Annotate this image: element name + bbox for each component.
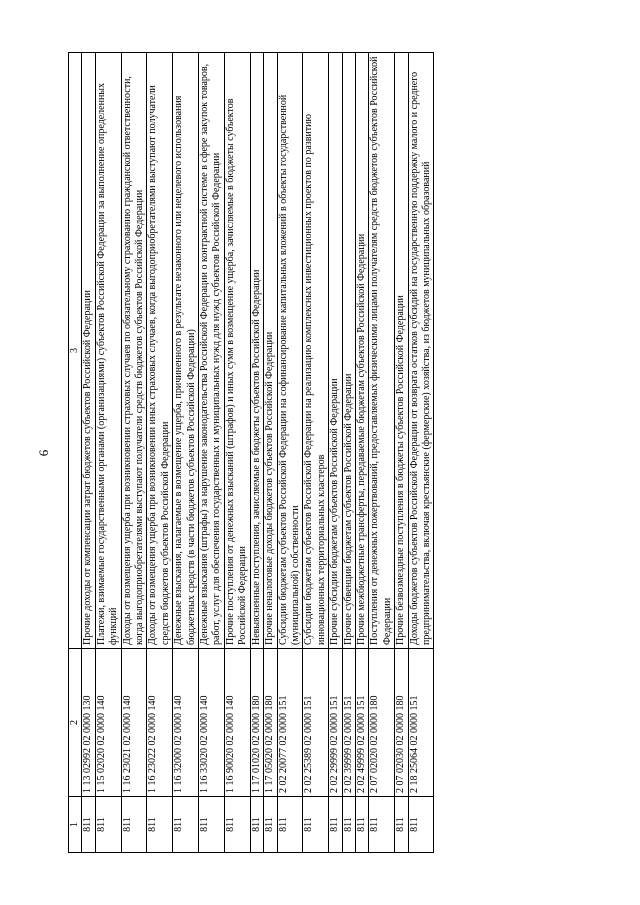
income-name-cell: Денежные взыскания, налагаемые в возмещение ущерба, причиненного в результате незаконного или нецелевого использования бюджетных средств (в части бюджетов субъектов Российской Федерации) xyxy=(173,53,199,649)
budget-code-cell: 1 16 23022 02 0000 140 xyxy=(147,649,173,797)
table-row xyxy=(173,53,199,853)
income-name-cell: Невыясненные поступления, зачисляемые в бюджеты субъектов Российской Федерации xyxy=(250,53,263,649)
budget-code-cell: 1 16 32000 02 0000 140 xyxy=(173,649,199,797)
table-row xyxy=(95,53,121,853)
table-row xyxy=(264,53,277,853)
header-col-1: 1 xyxy=(69,797,82,853)
table-header-row xyxy=(69,53,82,853)
table-row xyxy=(342,53,355,853)
admin-code-cell: 811 xyxy=(277,797,303,853)
revenue-codes-table xyxy=(68,52,434,853)
income-name-cell: Платежи, взимаемые государственными органами (организациями) субъектов Российской Федерации за выполнение определенных функций xyxy=(95,53,121,649)
table-row xyxy=(224,53,250,853)
income-name-cell: Прочие безвозмездные поступления в бюджеты субъектов Российской Федерации xyxy=(395,53,408,649)
admin-code-cell: 811 xyxy=(329,797,342,853)
table-row xyxy=(121,53,147,853)
table-row xyxy=(277,53,303,853)
budget-code-cell: 1 13 02992 02 0000 130 xyxy=(82,649,95,797)
budget-code-cell: 2 07 02020 02 0000 180 xyxy=(369,649,395,797)
income-name-cell: Прочие поступления от денежных взысканий (штрафов) и иных сумм в возмещение ущерба, зачисляемые в бюджеты субъектов Российской Федерации xyxy=(224,53,250,649)
budget-code-cell: 1 17 05020 02 0000 180 xyxy=(264,649,277,797)
admin-code-cell: 811 xyxy=(224,797,250,853)
table-row xyxy=(355,53,368,853)
admin-code-cell: 811 xyxy=(395,797,408,853)
admin-code-cell: 811 xyxy=(199,797,225,853)
budget-code-cell: 1 16 90020 02 0000 140 xyxy=(224,649,250,797)
budget-code-cell: 2 02 29999 02 0000 151 xyxy=(329,649,342,797)
income-name-cell: Прочие доходы от компенсации затрат бюджетов субъектов Российской Федерации xyxy=(82,53,95,649)
income-name-cell: Субсидии бюджетам субъектов Российской Федерации на софинансирование капитальных вложений в объекты государственной (муниципальной) собственности xyxy=(277,53,303,649)
table-row xyxy=(369,53,395,853)
admin-code-cell: 811 xyxy=(303,797,329,853)
income-name-cell: Прочие межбюджетные трансферты, передаваемые бюджетам субъектов Российской Федерации xyxy=(355,53,368,649)
table-row xyxy=(329,53,342,853)
budget-code-cell: 2 02 25389 02 0000 151 xyxy=(303,649,329,797)
page-number: 6 xyxy=(36,449,51,457)
income-name-cell: Доходы бюджетов субъектов Российской Федерации от возврата остатков субсидий на государственную поддержку малого и среднего предпринимательства, включая крестьянские (фермерские) хозяйства, из бюджетов муниципальных образований xyxy=(408,53,434,649)
table-row xyxy=(395,53,408,853)
income-name-cell: Доходы от возмещения ущерба при возникновении иных страховых случаев, когда выгодоприобретателями выступают получатели средств бюджетов субъектов Российской Федерации xyxy=(147,53,173,649)
admin-code-cell: 811 xyxy=(95,797,121,853)
income-name-cell: Прочие неналоговые доходы бюджетов субъектов Российской Федерации xyxy=(264,53,277,649)
budget-code-cell: 1 17 01020 02 0000 180 xyxy=(250,649,263,797)
admin-code-cell: 811 xyxy=(250,797,263,853)
table-row xyxy=(250,53,263,853)
admin-code-cell: 811 xyxy=(173,797,199,853)
admin-code-cell: 811 xyxy=(147,797,173,853)
budget-code-cell: 2 07 02030 02 0000 180 xyxy=(395,649,408,797)
income-name-cell: Поступления от денежных пожертвований, предоставляемых физическими лицами получателям средств бюджетов субъектов Российской Федерации xyxy=(369,53,395,649)
admin-code-cell: 811 xyxy=(82,797,95,853)
income-name-cell: Денежные взыскания (штрафы) за нарушение законодательства Российской Федерации о контрактной системе в сфере закупок товаров, работ, услуг для обеспечения государственных и муниципальных нужд для нужд субъектов Российской Федерации xyxy=(199,53,225,649)
admin-code-cell: 811 xyxy=(355,797,368,853)
budget-code-cell: 1 15 02020 02 0000 140 xyxy=(95,649,121,797)
budget-code-cell: 1 16 33020 02 0000 140 xyxy=(199,649,225,797)
admin-code-cell: 811 xyxy=(264,797,277,853)
income-name-cell: Прочие субвенции бюджетам субъектов Российской Федерации xyxy=(342,53,355,649)
admin-code-cell: 811 xyxy=(408,797,434,853)
admin-code-cell: 811 xyxy=(369,797,395,853)
admin-code-cell: 811 xyxy=(342,797,355,853)
budget-code-cell: 1 16 23021 02 0000 140 xyxy=(121,649,147,797)
table-row xyxy=(408,53,434,853)
header-col-3: 3 xyxy=(69,53,82,649)
income-name-cell: Прочие субсидии бюджетам субъектов Российской Федерации xyxy=(329,53,342,649)
table-row xyxy=(147,53,173,853)
table-row xyxy=(82,53,95,853)
table-row xyxy=(303,53,329,853)
income-name-cell: Субсидии бюджетам субъектов Российской Федерации на реализацию комплексных инвестиционных проектов по развитию инновационных территориальных кластеров xyxy=(303,53,329,649)
budget-code-cell: 2 02 39999 02 0000 151 xyxy=(342,649,355,797)
header-col-2: 2 xyxy=(69,649,82,797)
admin-code-cell: 811 xyxy=(121,797,147,853)
budget-code-cell: 2 18 25064 02 0000 151 xyxy=(408,649,434,797)
budget-code-cell: 2 02 49999 02 0000 151 xyxy=(355,649,368,797)
budget-code-cell: 2 02 20077 02 0000 151 xyxy=(277,649,303,797)
table-row xyxy=(199,53,225,853)
income-name-cell: Доходы от возмещения ущерба при возникновении страховых случаев по обязательному страхованию гражданской ответственности, когда выгодоприобретателями выступают получатели средств бюджетов субъектов Российской Федерации xyxy=(121,53,147,649)
